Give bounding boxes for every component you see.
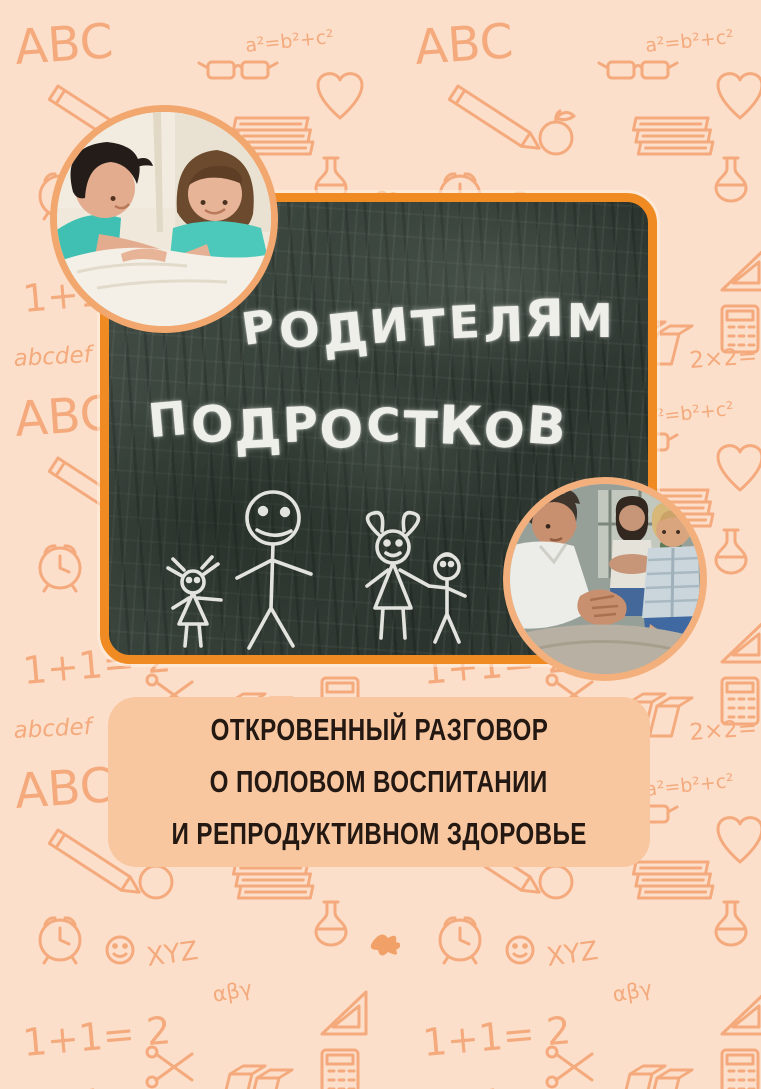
- title-line-1: ОТКРОВЕННЫЙ РАЗГОВОР: [210, 712, 548, 747]
- stick-little-girl: [168, 557, 221, 646]
- stick-father: [237, 492, 311, 648]
- title-box: [108, 697, 650, 867]
- photo-mother-daughter-image: [57, 112, 271, 326]
- chalk-stick-family-drawing: [161, 488, 491, 653]
- photo-mother-daughter: [50, 105, 278, 333]
- stick-boy: [429, 554, 465, 642]
- photo-father-son: [503, 477, 707, 681]
- photo-father-son-image: [510, 484, 700, 674]
- title-line-3: И РЕПРОДУКТИВНОМ ЗДОРОВЬЕ: [171, 816, 587, 851]
- title-line-2: О ПОЛОВОМ ВОСПИТАНИИ: [209, 764, 549, 799]
- stick-teen-girl: [367, 513, 429, 638]
- chalk-title-line-2: ПОДРОСТКОВ: [145, 391, 571, 462]
- chalk-title-line-1: РОДИТЕЛЯМ: [238, 288, 617, 366]
